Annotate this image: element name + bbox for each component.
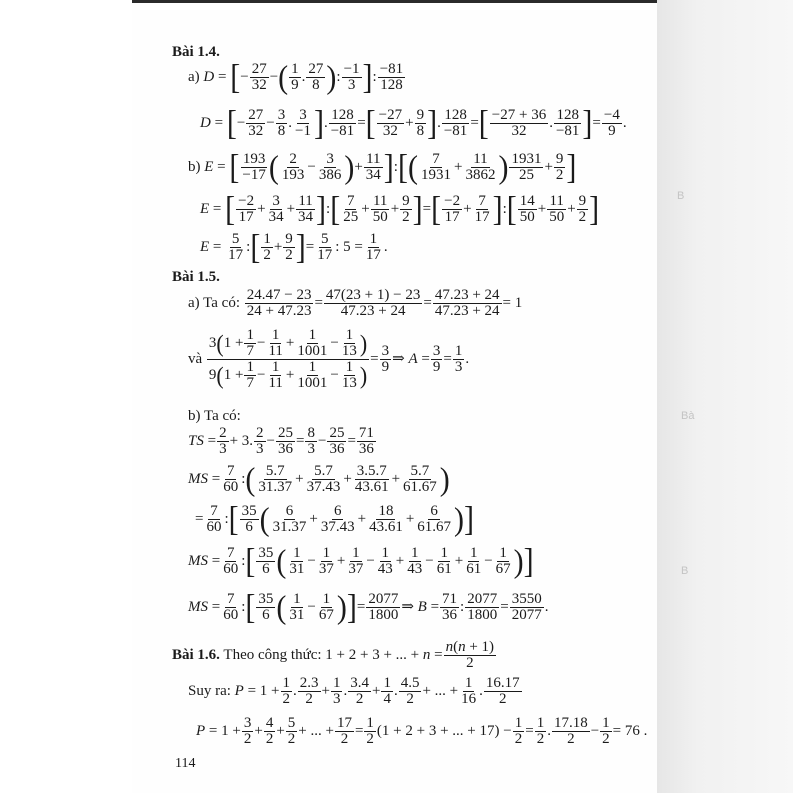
label-b: b) — [188, 158, 201, 175]
label-va: và — [188, 350, 203, 367]
eq-b-line1: b) E = [ $\frac{193}{-17}$ ( $\frac{2}{193}$ − $\frac{3}{386}$ )+ $\frac{11}{34}$ ]:[( $\frac{7}{1931}$ + $\frac{11}{3862}$ ) $\frac{1931}{25}$ + $\frac{9}{2}$ ] — [188, 147, 577, 186]
eq-ms-4: MS = $\frac{7}{60}$ :[ $\frac{35}{6}$ ( $\frac{1}{31}$ − $\frac{1}{67}$ )]= $\frac{2077}{1800}$ ⇒ B = $\frac{71}{36}$ : $\frac{2077}{1800}$ = $\frac{3550}{2077}$ . — [188, 587, 549, 626]
eq-15a-line1: a) Ta có: $\frac{24.47 - 23}{24 + 47.23}$ = $\frac{47(23 + 1) - 23}{47.23 + 24}$ = $\frac{47.23 + 24}{47.23 + 24}$ = 1 — [188, 287, 523, 319]
eq-16-line2: Suy ra: P = 1 + $\frac{1}{2}$ . $\frac{2.3}{2}$ + $\frac{1}{3}$ . $\frac{3.4}{2}$ + $\frac{1}{4}$ . $\frac{4.5}{2}$ + ... + $\frac{1}{16}$ . $\frac{16.17}{2}$ — [188, 675, 520, 707]
eq-ms-1: MS = $\frac{7}{60}$ :( $\frac{5.7}{31.37}$ + $\frac{5.7}{37.43}$ + $\frac{3.5.7}{43.61}$ + $\frac{5.7}{61.67}$ ) — [188, 460, 450, 498]
adjacent-page-edge: B Bà B — [657, 0, 793, 793]
label-theo-cong-thuc: Theo công thức: — [223, 646, 322, 663]
eq-b-line2: E = [ $\frac{-2}{17}$ + $\frac{3}{34}$ + $\frac{11}{34}$ ]:[ $\frac{7}{25}$ + $\frac{11}{50}$ + $\frac{9}{2}$ ]=[ $\frac{-2}{17}$ + $\frac{7}{17}$ ]:[ $\frac{14}{50}$ + $\frac{11}{50}$ + $\frac{9}{2}$ ] — [200, 189, 600, 228]
heading-bai-1-6: Bài 1.6. — [172, 646, 220, 663]
page-top-rule — [132, 0, 657, 3]
eq-15a-line2: và 3(1 + $\frac{1}{7}$ − $\frac{1}{11}$ + $\frac{1}{1001}$ − $\frac{1}{13}$ ) 9(1 + $\frac{1}{7}$ − $\frac{1}{11}$ + $\frac{1}{1001}$ − $\frac{1}{13}$ ) = $\frac{3}{9}$ ⇒ A = $\frac{3}{9}$ = $\frac{1}{3}$ . — [188, 327, 470, 391]
eq-16-line1: Bài 1.6. Theo công thức: 1 + 2 + 3 + ... + n = $\frac{n(n + 1)}{2}$ — [172, 639, 495, 671]
label-a-taco: a) Ta có: — [188, 294, 240, 311]
eq-ts: TS = $\frac{2}{3}$ + 3. $\frac{2}{3}$ − $\frac{25}{36}$ = $\frac{8}{3}$ − $\frac{25}{36}$ = $\frac{71}{36}$ — [188, 425, 374, 457]
eq-b-line3: E = $\frac{5}{17}$ :[ $\frac{1}{2}$ + $\frac{9}{2}$ ]= $\frac{5}{17}$ : 5 = $\frac{1}{17}$ . — [200, 227, 388, 266]
eq-ms-2: = $\frac{7}{60}$ :[ $\frac{35}{6}$ ( $\frac{6}{31.37}$ + $\frac{6}{37.43}$ + $\frac{18}{43.61}$ + $\frac{6}{61.67}$ )] — [195, 499, 475, 538]
eq-a-line2: D = [− $\frac{27}{32}$ − $\frac{3}{8}$ . $\frac{3}{-1}$ ]. $\frac{128}{-81}$ =[ $\frac{-27}{32}$ + $\frac{9}{8}$ ]. $\frac{128}{-81}$ =[ $\frac{-27 + 36}{32}$ . $\frac{128}{-81}$ ]= $\frac{-4}{9}$ . — [200, 103, 627, 142]
page-number: 114 — [175, 756, 196, 771]
label-b-taco: b) Ta có: — [188, 408, 241, 424]
eq-16-line3: P = 1 + $\frac{3}{2}$ + $\frac{4}{2}$ + $\frac{5}{2}$ + ... + $\frac{17}{2}$ = $\frac{1}{2}$ (1 + 2 + 3 + ... + 17) − $\frac{1}{2}$ = $\frac{1}{2}$ . $\frac{17.18}{2}$ − $\frac{1}{2}$ = 76 . — [196, 715, 648, 747]
label-a: a) — [188, 68, 200, 85]
label-suy-ra: Suy ra: — [188, 682, 231, 699]
eq-a-line1: a) D = [− $\frac{27}{32}$ −( $\frac{1}{9}$ . $\frac{27}{8}$ ): $\frac{-1}{3}$ ]: $\frac{-81}{128}$ — [188, 57, 404, 96]
eq-ms-3: MS = $\frac{7}{60}$ :[ $\frac{35}{6}$ ( $\frac{1}{31}$ − $\frac{1}{37}$ + $\frac{1}{37}$ − $\frac{1}{43}$ + $\frac{1}{43}$ − $\frac{1}{61}$ + $\frac{1}{61}$ − $\frac{1}{67}$ )] — [188, 541, 534, 580]
heading-bai-1-5: Bài 1.5. — [172, 269, 220, 285]
heading-bai-1-4: Bài 1.4. — [172, 44, 220, 60]
